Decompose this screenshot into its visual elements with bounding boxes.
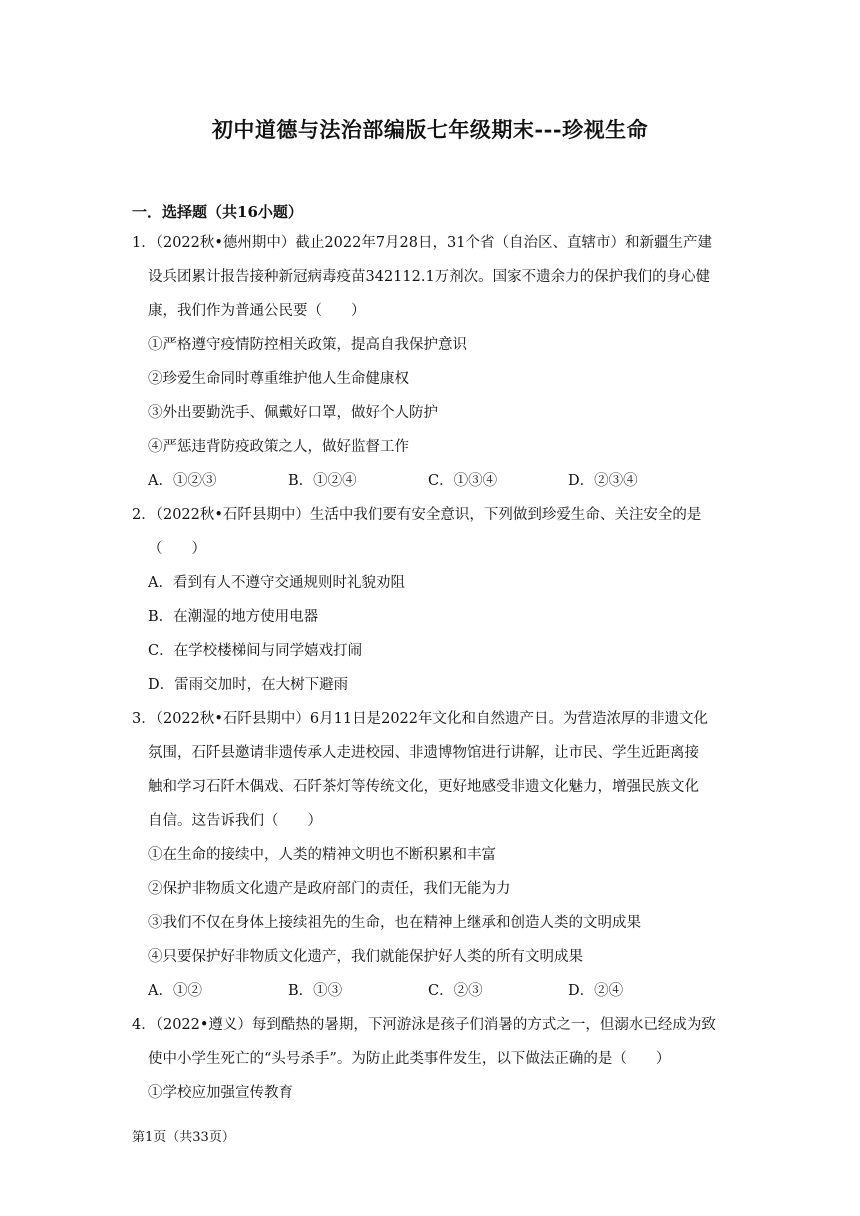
statement-item: ④只要保护好非物质文化遗产，我们就能保护好人类的所有文明成果 [148,949,583,965]
statement-item: ①学校应加强宣传教育 [148,1085,293,1101]
statement-item: ①在生命的接续中，人类的精神文明也不断积累和丰富 [148,847,496,863]
question-2 [132,498,732,702]
question-text-line: 自信。这告诉我们（ ） [148,813,322,829]
question-text-line: 1．（2022秋•德州期中）截止2022年7月28日，31个省（自治区、直辖市）和新疆生产建 [132,235,712,251]
statement-item: ②保护非物质文化遗产是政府部门的责任，我们无能为力 [148,881,511,897]
statement-item: ③我们不仅在身体上接续祖先的生命，也在精神上继承和创造人类的文明成果 [148,915,641,931]
option-d: D．②④ [568,983,624,999]
choice-b: B．在潮湿的地方使用电器 [148,609,319,625]
question-text-line: 康，我们作为普通公民要（ ） [148,303,366,319]
choice-c: C．在学校楼梯间与同学嬉戏打闹 [148,643,363,659]
option-a: A．①② [148,983,202,999]
question-4 [132,1008,732,1110]
option-d: D．②③④ [568,473,638,489]
option-b: B．①③ [288,983,343,999]
question-text-line: 氛围，石阡县邀请非遗传承人走进校园、非遗博物馆进行讲解，让市民、学生近距离接 [148,745,699,761]
option-c: C．①③④ [428,473,498,489]
question-text-line: 使中小学生死亡的“头号杀手”。为防止此类事件发生，以下做法正确的是（ ） [148,1051,671,1067]
page-title: 初中道德与法治部编版七年级期末---珍视生命 [211,117,649,142]
statement-item: ②珍爱生命同时尊重维护他人生命健康权 [148,371,409,387]
choice-a: A．看到有人不遵守交通规则时礼貌劝阻 [148,575,405,591]
question-3 [132,702,732,1008]
option-c: C．②③ [428,983,483,999]
question-list [132,198,732,1110]
question-1 [132,226,732,498]
answer-options [132,974,732,1008]
answer-options [132,464,732,498]
question-text-line: 设兵团累计报告接种新冠病毒疫苗342112.1万剂次。国家不遗余力的保护我们的身心健 [148,269,711,285]
question-text-line: 2．（2022秋•石阡县期中）生活中我们要有安全意识，下列做到珍爱生命、关注安全的是 [132,507,702,523]
option-a: A．①②③ [148,473,217,489]
choice-d: D．雷雨交加时，在大树下避雨 [148,677,349,693]
section-heading: 一．选择题（共16小题） [132,203,303,221]
page-footer: 第1页（共33页） [132,1130,235,1145]
statement-item: ③外出要勤洗手、佩戴好口罩，做好个人防护 [148,405,438,421]
statement-item: ④严惩违背防疫政策之人，做好监督工作 [148,439,409,455]
option-b: B．①②④ [288,473,357,489]
question-text-line: （ ） [148,541,206,557]
statement-item: ①严格遵守疫情防控相关政策，提高自我保护意识 [148,337,467,353]
question-text-line: 3．（2022秋•石阡县期中）6月11日是2022年文化和自然遗产日。为营造浓厚的非遗文化 [132,711,709,727]
question-text-line: 4．（2022•遵义）每到酷热的暑期，下河游泳是孩子们消暑的方式之一，但溺水已经成为致 [132,1017,716,1033]
question-text-line: 触和学习石阡木偶戏、石阡茶灯等传统文化，更好地感受非遗文化魅力，增强民族文化 [148,779,699,795]
